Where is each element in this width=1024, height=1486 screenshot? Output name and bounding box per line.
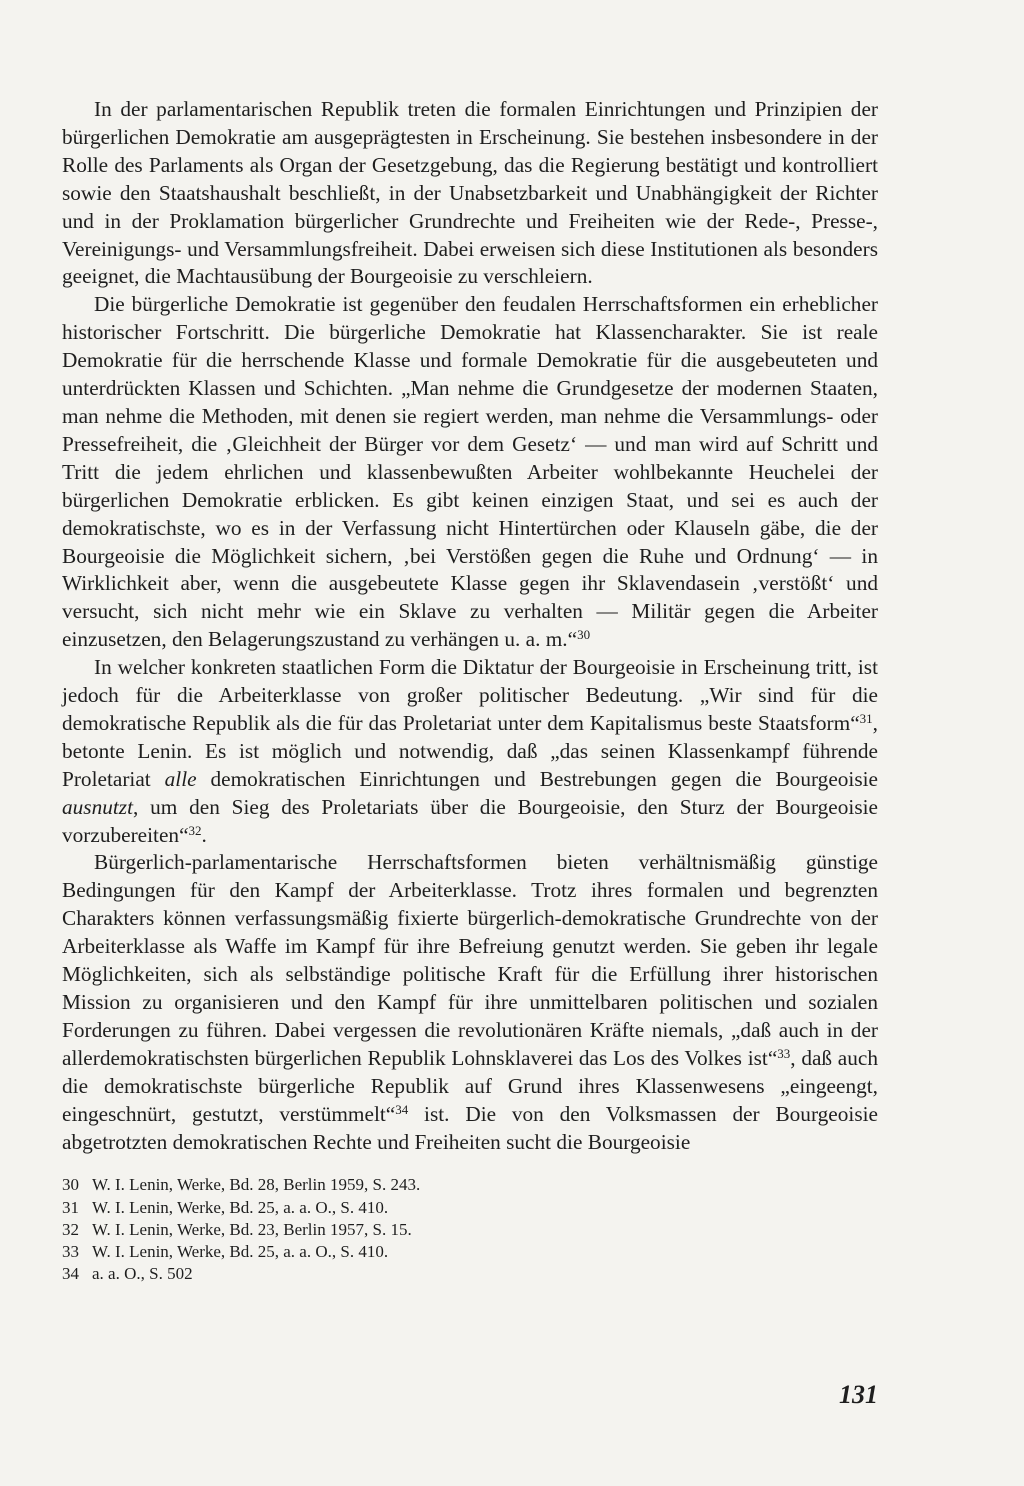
footnote-item bbox=[62, 1174, 878, 1196]
text-run: In welcher konkreten staatlichen Form die Diktatur der Bourgeoisie in Erscheinung tritt, ist jedoch für die Arbeiterklasse von großer politischer Bedeutung. „Wir sind für die demokratische Republik als die für das Proletariat unter dem Kapitalismus beste Staatsform“ bbox=[62, 655, 878, 735]
paragraph bbox=[62, 291, 878, 654]
footnote-number: 31 bbox=[62, 1197, 79, 1217]
footnote-number: 30 bbox=[62, 1175, 79, 1195]
text-run: Die bürgerliche Demokratie ist gegenüber den feudalen Herrschaftsformen ein erheblicher historischer Fortschritt. Die bürgerliche Demokratie hat Klassencharakter. Sie ist reale Demokratie für die herrschende Klasse und formale Demokratie für die ausgebeuteten und unterdrückten Klassen und Schichten. „Man nehme die Grundgesetze der modernen Staaten, man nehme die Methoden, mit denen sie regiert werden, man nehme die Versammlungs- oder Pressefreiheit, die ‚Gleichheit der Bürger vor dem Gesetz‘ — und man wird auf Schritt und Tritt die jedem ehrlichen und klassenbewußten Arbeiter wohlbekannte Heuchelei der bürgerlichen Demokratie erblicken. Es gibt keinen einzigen Staat, und sei es auch der demokratischste, wo es in der Verfassung nicht Hintertürchen oder Klauseln gäbe, die der Bourgeoisie die Möglichkeit sichern, ‚bei Verstößen gegen die Ruhe und Ordnung‘ — in Wirklichkeit aber, wenn die ausgebeutete Klasse gegen ihr Sklavendasein ‚verstößt‘ und versucht, sich nicht mehr wie ein Sklave zu verhalten — Militär gegen die Arbeiter einzusetzen, den Belagerungszustand zu verhängen u. a. m.“ bbox=[62, 292, 878, 652]
paragraph bbox=[62, 96, 878, 291]
footnote-reference: 31 bbox=[859, 710, 873, 726]
footnote-number: 34 bbox=[62, 1264, 79, 1284]
footnote-item bbox=[62, 1219, 878, 1241]
footnote-number: 33 bbox=[62, 1242, 79, 1262]
body-text bbox=[62, 96, 878, 1156]
footnote-item bbox=[62, 1263, 878, 1285]
footnote-number: 32 bbox=[62, 1219, 79, 1239]
text-run: . bbox=[201, 822, 207, 847]
footnote-text: W. I. Lenin, Werke, Bd. 28, Berlin 1959, S. 243. bbox=[92, 1175, 421, 1195]
footnote-reference: 33 bbox=[777, 1045, 791, 1061]
page-number: 131 bbox=[839, 1380, 878, 1409]
text-run: , daß auch die demokratischste bürgerliche Republik auf Grund ihres Klassenwesens „eingeengt, eingeschnürt, gestutzt, verstümmelt“ bbox=[62, 1045, 878, 1126]
footnote-text: W. I. Lenin, Werke, Bd. 25, a. a. O., S. 410. bbox=[92, 1197, 389, 1217]
text-run: Bürgerlich-parlamentarische Herrschaftsformen bieten verhältnismäßig günstige Bedingungen für den Kampf der Arbeiterklasse. Trotz ihres formalen und begrenzten Charakters können verfassungsmäßig fixierte bürgerlich-demokratische Grundrechte von der Arbeiterklasse als Waffe im Kampf für ihre Befreiung genutzt werden. Sie geben ihr legale Möglichkeiten, sich als selbständige politische Kraft für die Erfüllung ihrer historischen Mission zu organisieren und den Kampf für ihre unmittelbaren politischen und sozialen Forderungen zu führen. Dabei vergessen die revolutionären Kräfte niemals, „daß auch in der allerdemokratischsten bürgerlichen Republik Lohnsklaverei das Los des Volkes ist“ bbox=[62, 850, 878, 1070]
text-run: , betonte Lenin. Es ist möglich und notwendig, daß „das seinen Klassenkampf führende Proletariat bbox=[62, 710, 878, 791]
emphasis-text: ausnutzt bbox=[62, 794, 134, 819]
footnote-reference: 32 bbox=[188, 822, 202, 838]
text-run: , um den Sieg des Proletariats über die Bourgeoisie, den Sturz der Bourgeoisie vorzubereiten“ bbox=[62, 794, 878, 847]
footnote-item bbox=[62, 1241, 878, 1263]
page-body bbox=[62, 96, 878, 1285]
text-run: In der parlamentarischen Republik treten die formalen Einrichtungen und Prinzipien der bürgerlichen Demokratie am ausgeprägtesten in Erscheinung. Sie bestehen insbesondere in der Rolle des Parlaments als Organ der Gesetzgebung, das die Regierung bestätigt und kontrolliert sowie den Staatshaushalt beschließt, in der Unabsetzbarkeit und Unabhängigkeit der Richter und in der Proklamation bürgerlicher Grundrechte und Freiheiten wie der Rede-, Presse-, Vereinigungs- und Versammlungsfreiheit. Dabei erweisen sich diese Institutionen als besonders geeignet, die Machtausübung der Bourgeoisie zu verschleiern. bbox=[62, 97, 878, 289]
paragraph bbox=[62, 654, 878, 849]
footnotes bbox=[62, 1174, 878, 1285]
emphasis-text: alle bbox=[164, 766, 197, 791]
footnote-reference: 34 bbox=[395, 1101, 409, 1117]
footnote-text: W. I. Lenin, Werke, Bd. 25, a. a. O., S. 410. bbox=[92, 1242, 389, 1262]
footnote-item bbox=[62, 1197, 878, 1219]
footnote-text: a. a. O., S. 502 bbox=[92, 1264, 193, 1284]
text-run: ist. Die von den Volksmassen der Bourgeoisie abgetrotzten demokratischen Rechte und Freiheiten sucht die Bourgeoisie bbox=[62, 1101, 878, 1154]
footnote-reference: 30 bbox=[577, 627, 591, 643]
text-run: demokratischen Einrichtungen und Bestrebungen gegen die Bourgeoisie bbox=[196, 766, 878, 791]
paragraph bbox=[62, 849, 878, 1156]
footnote-text: W. I. Lenin, Werke, Bd. 23, Berlin 1957, S. 15. bbox=[92, 1219, 412, 1239]
